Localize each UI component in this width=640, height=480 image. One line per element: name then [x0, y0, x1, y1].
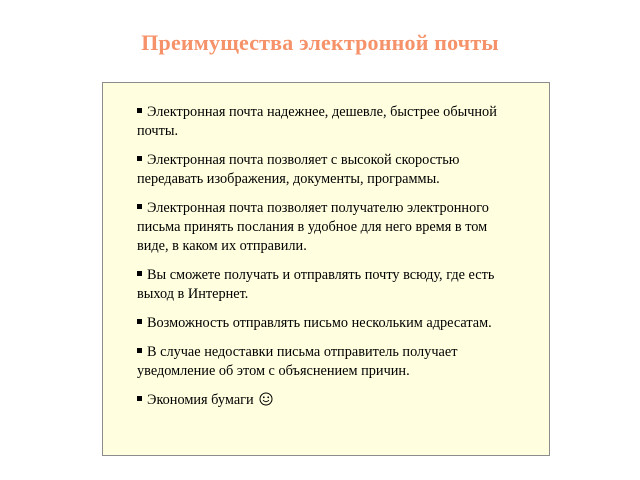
bullet-text: Возможность отправлять письмо нескольким адресатам.: [147, 315, 492, 331]
square-bullet-icon: [137, 319, 142, 324]
list-item: [137, 391, 507, 410]
square-bullet-icon: [137, 108, 142, 113]
content-box: [102, 82, 550, 456]
smiley-face-icon: [259, 392, 273, 406]
square-bullet-icon: [137, 271, 142, 276]
bullet-text: Вы сможете получать и отправлять почту всюду, где есть выход в Интернет.: [137, 267, 495, 302]
list-item: [137, 103, 507, 141]
list-item: [137, 343, 507, 381]
list-item: [137, 314, 507, 333]
square-bullet-icon: [137, 204, 142, 209]
square-bullet-icon: [137, 348, 142, 353]
bullet-text: В случае недоставки письма отправитель получает уведомление об этом с объяснением причин.: [137, 344, 458, 379]
list-item: [137, 266, 507, 304]
square-bullet-icon: [137, 156, 142, 161]
bullet-text: Электронная почта позволяет с высокой скоростью передавать изображения, документы, программы.: [137, 152, 460, 187]
bullet-list: [137, 103, 507, 420]
bullet-text: Электронная почта позволяет получателю электронного письма принять послания в удобное для него время в том виде, в каком их отправили.: [137, 200, 489, 254]
slide-title: Преимущества электронной почты: [141, 30, 499, 55]
bullet-text: Экономия бумаги: [147, 392, 254, 408]
list-item: [137, 151, 507, 189]
square-bullet-icon: [137, 396, 142, 401]
list-item: [137, 199, 507, 256]
bullet-text: Электронная почта надежнее, дешевле, быстрее обычной почты.: [137, 104, 497, 139]
